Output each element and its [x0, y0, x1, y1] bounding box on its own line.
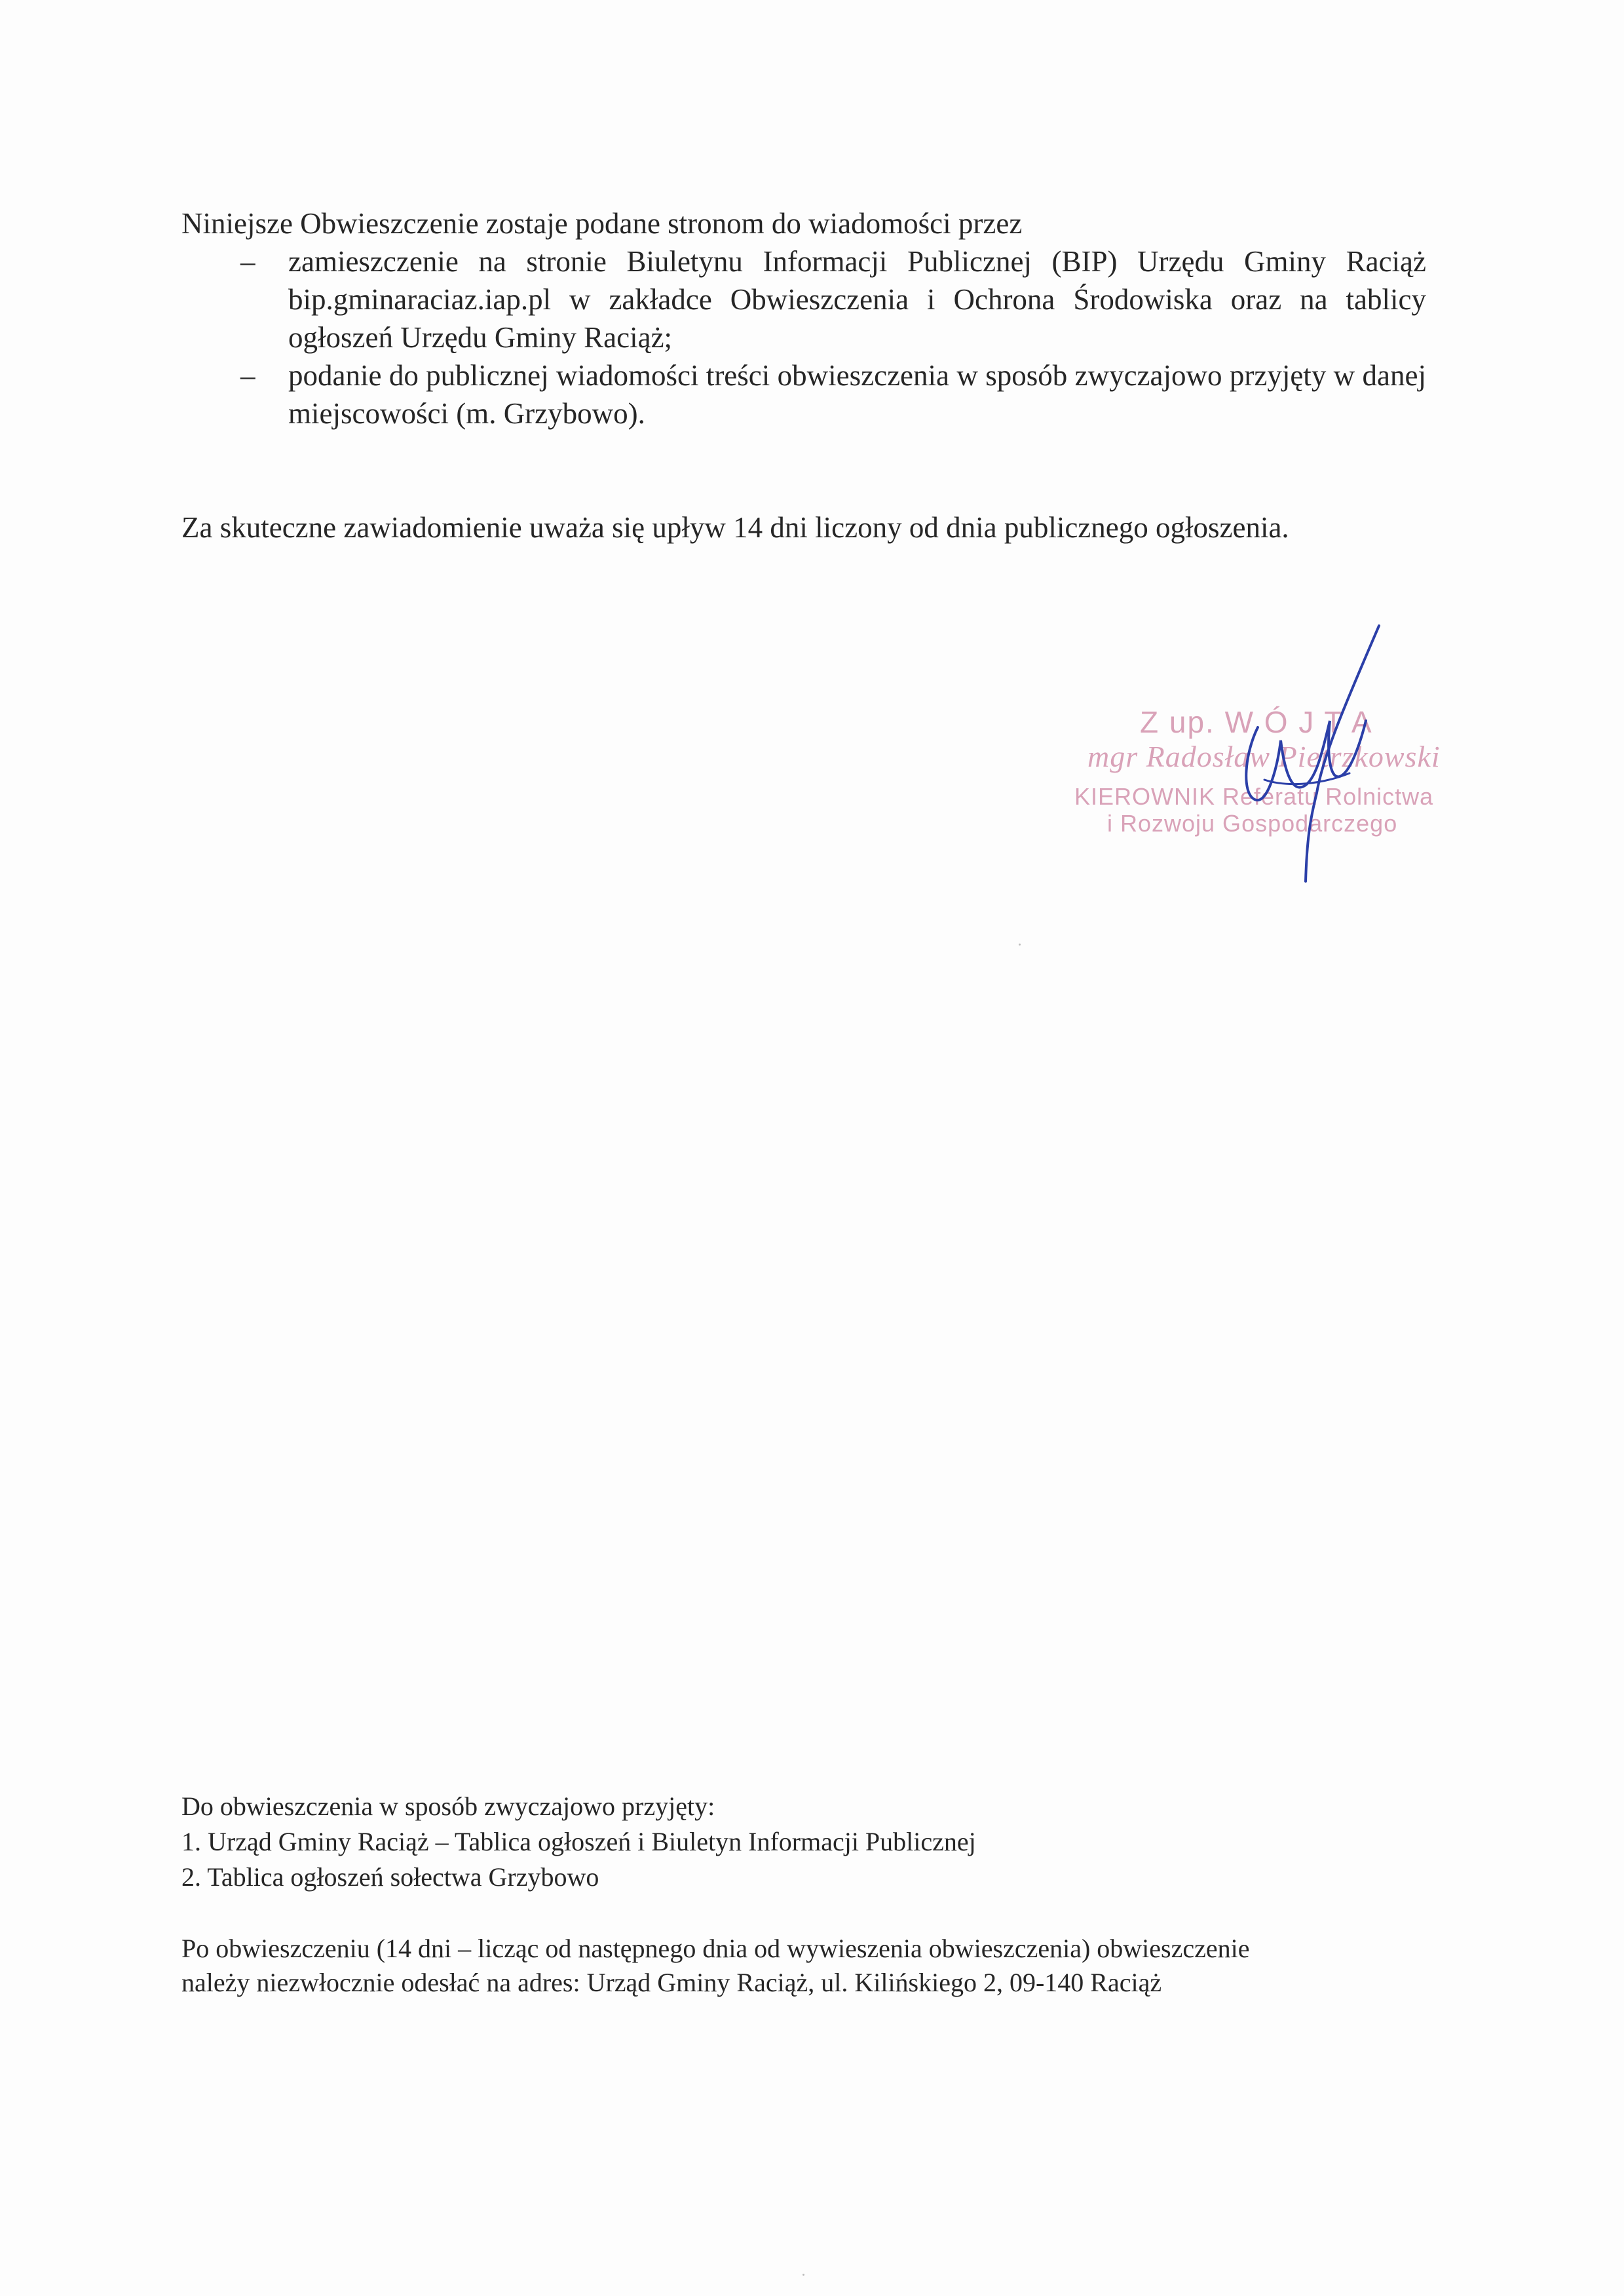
effective-text: Za skuteczne zawiadomienie uważa się upływ 14 dni liczony od dnia publicznego ogłoszenia.: [181, 511, 1289, 544]
stamp-line-1: Z up. W Ó J T A: [1140, 705, 1373, 739]
scan-speck: [1019, 944, 1021, 946]
posting-notes: [181, 1789, 1426, 1895]
list-item: 2. Tablica ogłoszeń sołectwa Grzybowo: [181, 1862, 599, 1892]
effective-notice: [181, 508, 1426, 546]
bullet-dash: –: [240, 359, 255, 392]
list-item-text: podanie do publicznej wiadomości treści obwieszczenia w sposób zwyczajowo przyjęty w danej miejscowości (m. Grzybowo).: [288, 359, 1426, 430]
stamp-line-4: i Rozwoju Gospodarczego: [1107, 810, 1398, 837]
signature-stroke: [1246, 721, 1366, 800]
scan-speck: [803, 2274, 804, 2276]
bullet-dash: –: [240, 245, 255, 278]
notes-heading: Do obwieszczenia w sposób zwyczajowo przyjęty:: [181, 1791, 715, 1821]
list-item: 1. Urząd Gminy Raciąż – Tablica ogłoszeń i Biuletyn Informacji Publicznej: [181, 1827, 976, 1856]
list-item: [181, 356, 1426, 432]
return-instructions: [181, 1932, 1426, 2000]
distribution-list: [181, 242, 1426, 432]
stamp-line-3: KIEROWNIK Referatu Rolnictwa: [1074, 783, 1434, 810]
notification-intro: [181, 204, 1426, 432]
list-item: [181, 242, 1426, 356]
list-item-text: zamieszczenie na stronie Biuletynu Informacji Publicznej (BIP) Urzędu Gminy Raciąż bip.gminaraciaz.iap.pl w zakładce Obwieszczenia i Ochrona Środowiska oraz na tablicy ogłoszeń Urzędu Gminy Raciąż;: [288, 245, 1426, 354]
return-line-2: należy niezwłocznie odesłać na adres: Urząd Gminy Raciąż, ul. Kilińskiego 2, 09-140 Raciąż: [181, 1968, 1162, 1997]
stamp-line-2: mgr Radosław Pietrzkowski: [1087, 740, 1441, 773]
return-line-1: Po obwieszczeniu (14 dni – licząc od następnego dnia od wywieszenia obwieszczenia) obwieszczenie: [181, 1934, 1250, 1963]
handwritten-signature: [1218, 622, 1389, 885]
signature-stroke: [1306, 626, 1379, 881]
intro-lead: Niniejsze Obwieszczenie zostaje podane stronom do wiadomości przez: [181, 207, 1023, 240]
